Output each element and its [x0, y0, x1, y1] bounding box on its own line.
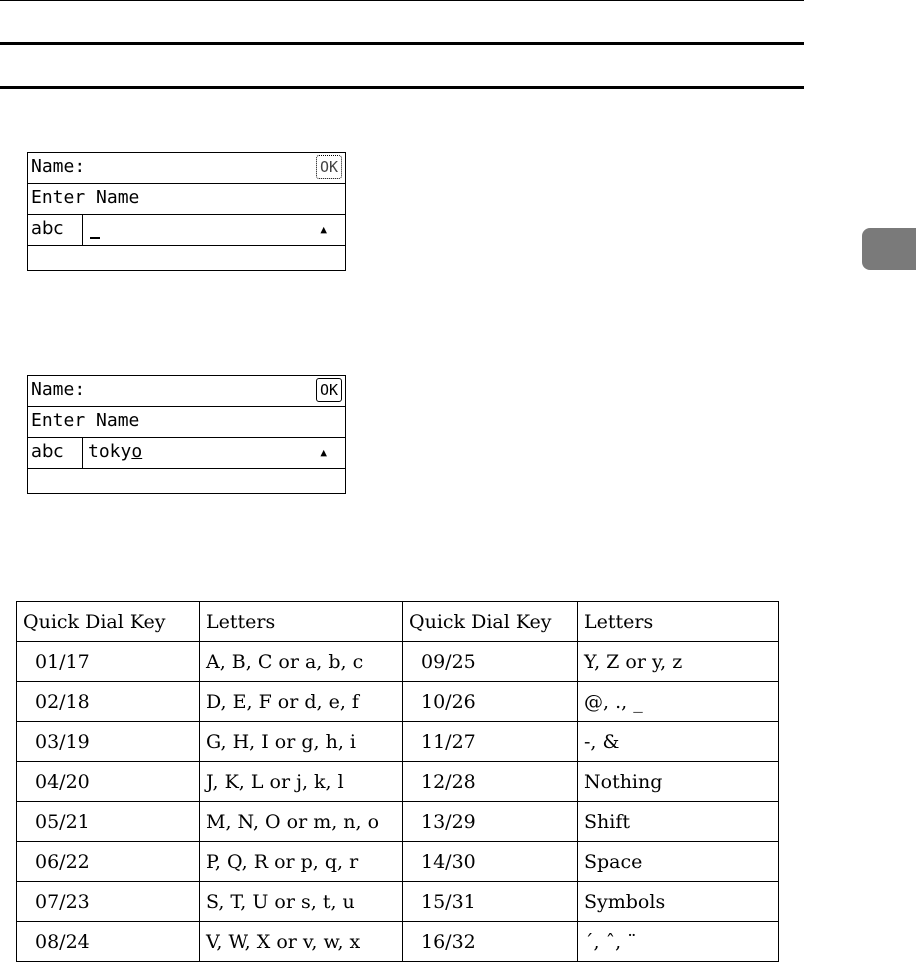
table-row: [17, 922, 779, 962]
chapter-tab-marker: [862, 228, 916, 270]
entry-cursor: [90, 237, 100, 239]
lcd-blank-row: [28, 246, 345, 270]
header-rule-lower: [0, 86, 804, 89]
quick-dial-key: 05/21: [17, 802, 200, 842]
header-rule-upper: [0, 42, 804, 45]
entry-divider: [82, 438, 83, 468]
letters-cell: G, H, I or g, h, i: [200, 722, 403, 762]
letters-cell: D, E, F or d, e, f: [200, 682, 403, 722]
letters-cell: @, ., _: [578, 682, 779, 722]
header-letters: Letters: [578, 602, 779, 642]
letters-cell: ´, ˆ, ¨: [578, 922, 779, 962]
ok-button[interactable]: OK: [316, 378, 342, 402]
quick-dial-key: 08/24: [17, 922, 200, 962]
letters-cell: Shift: [578, 802, 779, 842]
quick-dial-key: 07/23: [17, 882, 200, 922]
quick-dial-key-table: [16, 601, 779, 962]
quick-dial-key: 16/32: [403, 922, 578, 962]
table-row: [17, 802, 779, 842]
lcd-prompt-row: [28, 407, 345, 438]
letters-cell: Nothing: [578, 762, 779, 802]
table-row: [17, 842, 779, 882]
lcd-title-row: [28, 376, 345, 407]
lcd-screen-filled: [27, 375, 346, 494]
table-row: [17, 762, 779, 802]
quick-dial-key: 01/17: [17, 642, 200, 682]
input-mode-label: abc: [31, 441, 64, 462]
quick-dial-key: 06/22: [17, 842, 200, 882]
up-triangle-icon: ▲: [320, 223, 327, 236]
input-mode-label: abc: [31, 218, 64, 239]
letters-cell: Y, Z or y, z: [578, 642, 779, 682]
quick-dial-key: 10/26: [403, 682, 578, 722]
table-row: [17, 882, 779, 922]
letters-cell: M, N, O or m, n, o: [200, 802, 403, 842]
top-rule-thin: [0, 0, 804, 1]
table-row: [17, 642, 779, 682]
lcd-title: Name:: [31, 379, 86, 400]
quick-dial-key: 14/30: [403, 842, 578, 882]
quick-dial-key: 09/25: [403, 642, 578, 682]
quick-dial-key: 13/29: [403, 802, 578, 842]
header-quick-dial-key: Quick Dial Key: [17, 602, 200, 642]
header-letters: Letters: [200, 602, 403, 642]
entry-divider: [82, 215, 83, 245]
lcd-blank-row: [28, 469, 345, 493]
lcd-entry-row[interactable]: [28, 215, 345, 246]
table-header-row: [17, 602, 779, 642]
ok-button-dimmed: OK: [316, 155, 342, 179]
letters-cell: P, Q, R or p, q, r: [200, 842, 403, 882]
quick-dial-key: 02/18: [17, 682, 200, 722]
lcd-title: Name:: [31, 156, 86, 177]
letters-cell: Space: [578, 842, 779, 882]
letters-cell: A, B, C or a, b, c: [200, 642, 403, 682]
quick-dial-key: 03/19: [17, 722, 200, 762]
entry-cursor-char: o: [131, 441, 143, 462]
lcd-prompt: Enter Name: [31, 187, 140, 208]
lcd-entry-row[interactable]: [28, 438, 345, 469]
quick-dial-key: 15/31: [403, 882, 578, 922]
table-row: [17, 682, 779, 722]
name-entry-field[interactable]: [88, 443, 142, 461]
lcd-screen-empty: [27, 152, 346, 271]
lcd-title-row: [28, 153, 345, 184]
letters-cell: J, K, L or j, k, l: [200, 762, 403, 802]
header-quick-dial-key: Quick Dial Key: [403, 602, 578, 642]
lcd-prompt: Enter Name: [31, 410, 140, 431]
entry-text: toky: [88, 441, 132, 462]
lcd-prompt-row: [28, 184, 345, 215]
letters-cell: S, T, U or s, t, u: [200, 882, 403, 922]
quick-dial-key: 12/28: [403, 762, 578, 802]
quick-dial-key: 04/20: [17, 762, 200, 802]
letters-cell: Symbols: [578, 882, 779, 922]
letters-cell: -, &: [578, 722, 779, 762]
letters-cell: V, W, X or v, w, x: [200, 922, 403, 962]
quick-dial-key: 11/27: [403, 722, 578, 762]
table-row: [17, 722, 779, 762]
up-triangle-icon: ▲: [320, 446, 327, 459]
